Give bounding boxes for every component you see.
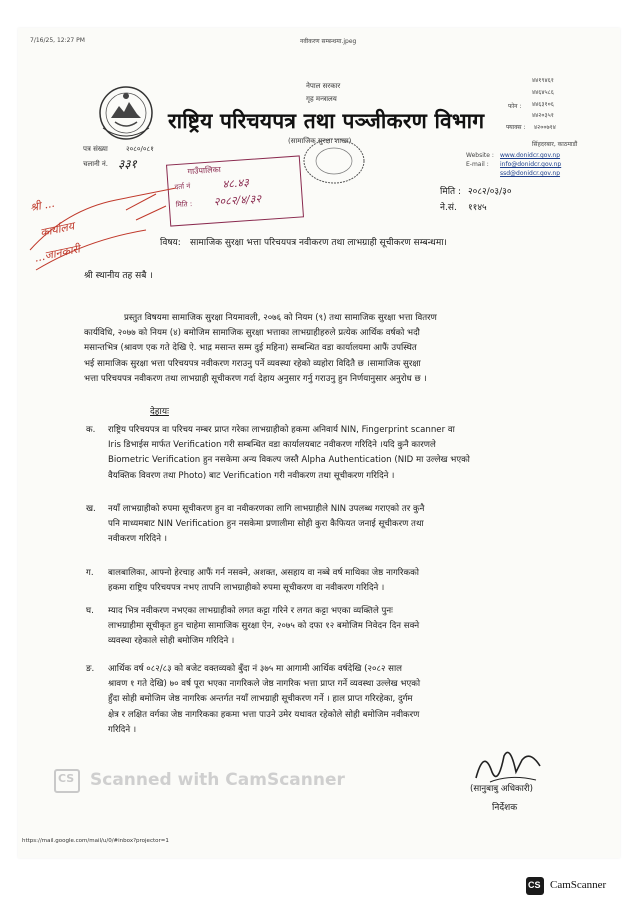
item-label: घ. (86, 606, 94, 616)
intro-line: भत्ता परिचयपत्र नवीकरण तथा लाभग्राही सूचीकरण गर्दा देहाय अनुसार गर्नु गराउनु हुन निर्णयानुसार अनुरोध छ । (84, 373, 427, 384)
department-seal-icon (300, 136, 368, 186)
date-label: मिति : (440, 187, 462, 197)
item-line: श्रावण १ गते देखि) ७० वर्ष पूरा भएका नागरिकले जेष्ठ नागरिक भत्ता प्राप्त गर्ने व्यवस्था उल्लेख भएको (108, 679, 421, 690)
date-value: २०८२/०३/३० (468, 187, 512, 197)
dehay-heading: देहायः (150, 407, 169, 417)
stamp-date: २०८२/४/३२ (213, 192, 262, 209)
badge-label: CS (528, 880, 541, 890)
margin-scribble-icon (26, 180, 186, 280)
ns-value: ११४५ (468, 203, 487, 213)
item-line: क्षेत्र र लक्षित वर्गका जेष्ठ नागरिकका हकमा भत्ता पाउने उमेर यथावत रहेकोले सोही बमोजिम नवीकरण (108, 709, 420, 720)
website-link[interactable]: www.donidcr.gov.np (500, 152, 561, 159)
list-item (86, 423, 566, 485)
print-datetime: 7/16/25, 12:27 PM (30, 37, 85, 44)
phone-3: ४४६३१०६ (532, 101, 554, 108)
item-line: वैयक्तिक विवरण तथा Photo) बाट Verification गरी नवीकरण तथा सूचीकरण गरिदिने । (108, 470, 395, 481)
letterhead-ministry: गृह मन्त्रालय (306, 95, 337, 103)
list-item (86, 502, 566, 550)
item-line: व्यवस्था रहेकाले सोही बमोजिम गरिदिने । (108, 636, 235, 647)
received-stamp (166, 155, 304, 226)
item-line: नयाँ लाभग्राहीको रुपमा सूचीकरण हुन वा नवीकरणका लागि लाभग्राहीले NIN उपलब्ध गराएको तर कुनै (108, 504, 425, 514)
phone-label: फोन : (508, 103, 522, 110)
item-line: लाभग्राहीमा सूचीकृत हुन चाहेमा सामाजिक सुरक्षा ऐन, २०७५ को दफा १२ बमोजिम निवेदन दिन सक्ने (108, 621, 420, 632)
item-line: पनि माध्यमबाट NIN Verification हुन नसकेमा प्रणालीमा सोही कुरा कैफियत जनाई सूचीकरण तथा (108, 519, 424, 530)
phone-2: ४४६४५८६ (532, 89, 554, 96)
recipient: श्री स्थानीय तह सबै । (84, 271, 153, 281)
fax-number: ४२००७१४ (534, 124, 556, 131)
signatory-name: (सानुबाबु अधिकारी) (470, 784, 533, 794)
item-line: गरिदिने । (108, 724, 137, 735)
ns-label: ने.सं. (440, 203, 457, 213)
phone-4: ४४२०३५१ (532, 112, 554, 119)
fax-label: फ्याक्स : (506, 124, 526, 131)
item-label: क. (86, 425, 96, 435)
list-item (86, 662, 566, 742)
margin-note-1: श्री ... (28, 196, 56, 215)
intro-paragraph (84, 311, 564, 387)
department-title: राष्ट्रिय परिचयपत्र तथा पञ्जीकरण विभाग (168, 109, 485, 133)
intro-line: मसान्तभित्र (श्रावण एक गते देखि ऐ. भाद्र मसान्त सम्म दुई महिना) सम्बन्धित वडा कार्यालयमा आफैं उपस्थित (84, 343, 417, 354)
intro-line: प्रस्तुत विषयमा सामाजिक सुरक्षा नियमावली, २०७६ को नियम (९) तथा सामाजिक सुरक्षा भत्ता वितरण (124, 313, 437, 323)
stamp-office: गाउँपालिका (187, 164, 222, 177)
item-label: ङ. (86, 664, 95, 674)
nepal-emblem-icon (97, 84, 155, 142)
item-line: Biometric Verification हुन नसकेमा अन्य विकल्प जस्तै Alpha Authentication (NID मा उल्लेख भएको (108, 455, 470, 466)
signatory-title: निर्देशक (492, 803, 518, 813)
stamp-date-label: मिति : (175, 200, 193, 210)
item-line: आर्थिक वर्ष ०८२/८३ को बजेट वक्तव्यको बुँदा नं ३७५ मा आगामी आर्थिक वर्षदेखि (२०८२ साल (108, 664, 403, 674)
subject-text: सामाजिक सुरक्षा भत्ता परिचयपत्र नवीकरण तथा लाभग्राही सूचीकरण सम्बन्धमा। (190, 238, 447, 248)
website-label: Website : (466, 152, 494, 159)
item-line: बालबालिका, आफ्नो हेरचाह आफैं गर्न नसक्ने, अशक्त, असहाय वा नब्बे वर्ष माथिका जेष्ठ नागरिकको (108, 568, 419, 578)
address: सिंहदरबार, काठमाडौं (532, 141, 578, 148)
section-name: (सामाजिक सुरक्षा शाखा) (288, 137, 352, 145)
email-label: E-mail : (466, 161, 489, 168)
cs-glyph: CS (58, 772, 75, 785)
list-item (86, 566, 566, 598)
stamp-number: ४८.४३ (222, 176, 250, 191)
footer-url: https://mail.google.com/mail/u/0/#inbox?projector=1 (22, 838, 169, 844)
item-line: Iris डिभाईस मार्फत Verification गरी सम्बन्धित वडा कार्यालयबाट नवीकरण गरिदिने ।यदि कुनै कारणले (108, 440, 436, 451)
dispatch-no: ३३१ (118, 157, 137, 171)
email-info[interactable]: info@donidcr.gov.np (500, 161, 562, 168)
subject-label: विषय: (160, 238, 181, 248)
email-ssd[interactable]: ssd@donidcr.gov.np (500, 170, 561, 177)
item-line: हकमा राष्ट्रिय परिचयपत्र नभए तापनि लाभग्राहीको रुपमा सूचीकरण वा नवीकरण गरिदिने । (108, 583, 385, 594)
item-label: ग. (86, 568, 94, 578)
item-line: हुँदा सोही बमोजिम जेष्ठ नागरिक अन्तर्गत नयाँ लाभग्राही सूचीकरण गर्ने । हाल प्राप्त गरिरहेका, दुर्गम (108, 694, 413, 705)
dispatch-label: चलानी नं. (83, 160, 109, 168)
item-label: ख. (86, 504, 96, 514)
camscanner-watermark-text: Scanned with CamScanner (90, 770, 345, 790)
intro-line: भई सामाजिक सुरक्षा भत्ता परिचयपत्र नवीकरण गराउनु पर्ने व्यवस्था रहेको व्यहोरा विदितै छ ।सामाजिक सुरक्षा (84, 358, 421, 369)
camscanner-watermark-icon (54, 769, 80, 793)
item-line: राष्ट्रिय परिचयपत्र वा परिचय नम्बर प्राप्त गरेका लाभग्राहीको हकमा अनिवार्य NIN, Fingerprint scanner वा (108, 425, 455, 435)
intro-line: कार्यविधि, २०७७ को नियम (४) बमोजिम सामाजिक सुरक्षा भत्ताका लाभग्राहीहरुले प्रत्येक आर्थिक वर्षको भदौ (84, 328, 420, 339)
margin-note-2: कार्यालय (39, 219, 76, 240)
camscanner-brand-text: CamScanner (550, 879, 607, 891)
letterhead-govt: नेपाल सरकार (306, 82, 341, 90)
phone-1: ४४१९४६१ (532, 77, 554, 84)
list-item (86, 604, 566, 652)
print-filename: नवीकरण सम्बन्धमा.jpeg (300, 38, 357, 45)
stamp-dispatch-label: दर्ता नं (174, 182, 191, 192)
item-line: नवीकरण गरिदिने । (108, 534, 167, 545)
camscanner-badge-icon (526, 877, 544, 895)
item-line: म्याद भित्र नवीकरण नभएका लाभग्राहीको लगत कट्टा गरिने र लगत कट्टा भएका व्यक्तिले पुनः (108, 606, 393, 616)
letter-no: २०८०/०८१ (126, 145, 154, 153)
margin-note-3: ...जानकारी (33, 242, 82, 265)
letter-no-label: पत्र संख्या (83, 145, 108, 153)
